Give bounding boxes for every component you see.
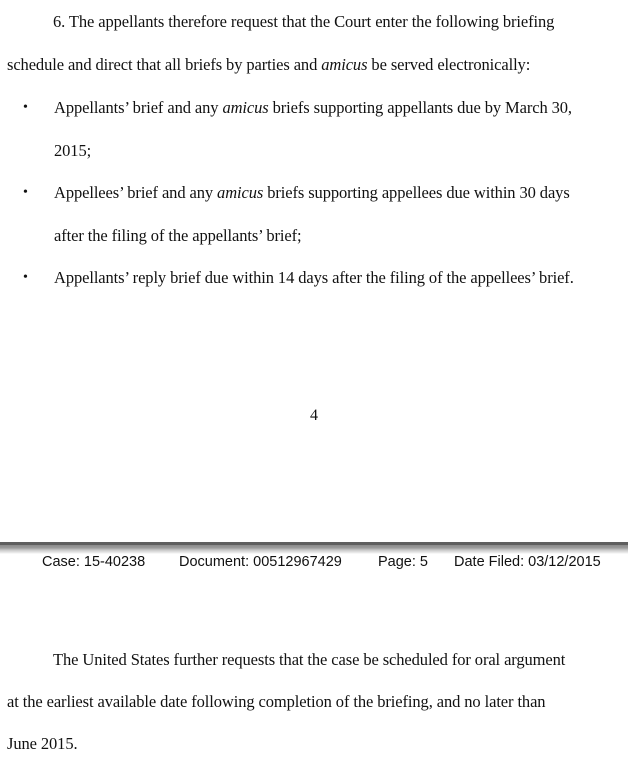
closing-paragraph-line-2: at the earliest available date following completion of the briefing, and no later than <box>7 692 546 711</box>
bullet-2-line-2: after the filing of the appellants’ brief; <box>54 226 302 245</box>
page-number: 4 <box>310 407 318 424</box>
closing-paragraph-line-3: June 2015. <box>7 734 78 753</box>
bullet-1-line-1: Appellants’ brief and any amicus briefs supporting appellants due by March 30, <box>54 98 572 117</box>
bullet-icon: • <box>23 185 28 200</box>
closing-paragraph-line-1: The United States further requests that the case be scheduled for oral argument <box>53 650 566 669</box>
bullet-icon: • <box>23 100 28 115</box>
bullet-1-line-2: 2015; <box>54 141 92 160</box>
paragraph-6-line-1: 6. The appellants therefore request that the Court enter the following briefing <box>53 12 555 31</box>
bullet-icon: • <box>23 270 28 285</box>
date-filed: Date Filed: 03/12/2015 <box>454 554 601 570</box>
bullet-3-line-1: Appellants’ reply brief due within 14 days after the filing of the appellees’ brief. <box>54 268 574 287</box>
paragraph-6-line-2: schedule and direct that all briefs by parties and amicus be served electronically: <box>7 55 531 74</box>
document-number: Document: 00512967429 <box>179 554 342 570</box>
bullet-2-line-1: Appellees’ brief and any amicus briefs supporting appellees due within 30 days <box>54 183 570 202</box>
page-indicator: Page: 5 <box>378 554 428 570</box>
case-number: Case: 15-40238 <box>42 554 146 570</box>
